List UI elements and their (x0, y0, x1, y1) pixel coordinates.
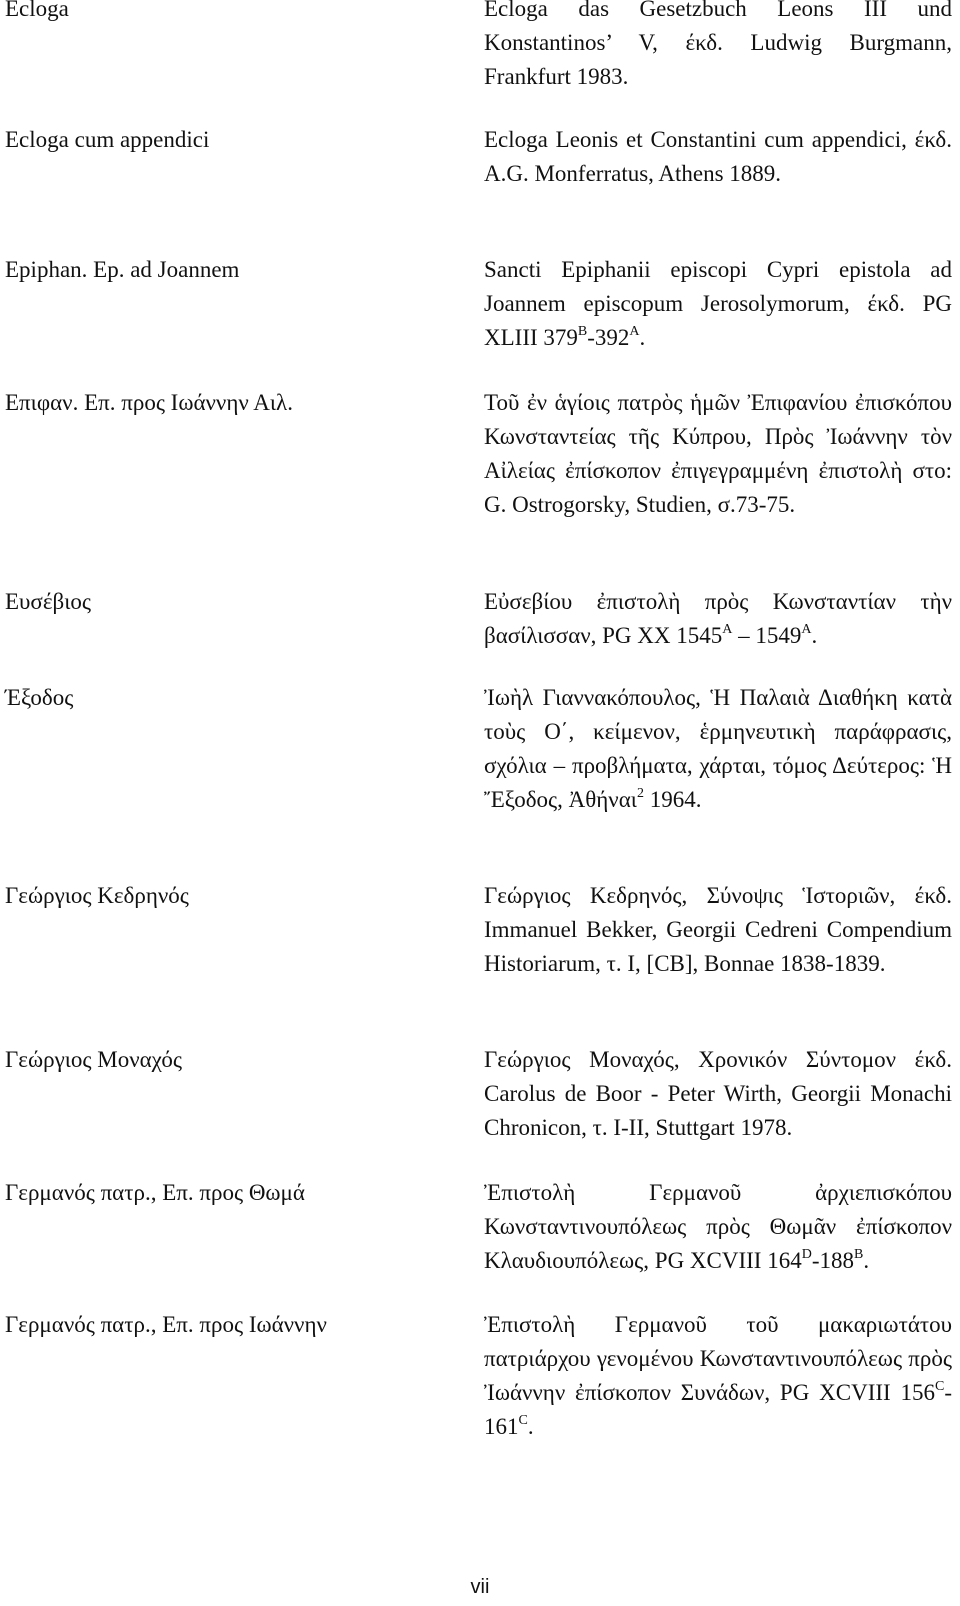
bibliographic-reference (484, 253, 952, 355)
page-number: vii (470, 1576, 490, 1598)
reference-text: -392 (587, 325, 630, 350)
bibliographic-reference (484, 1308, 952, 1444)
reference-superscript: A (629, 324, 640, 340)
bibliographic-reference: Γεώργιος Κεδρηνός, Σύνοψις Ἱστοριῶν, έκδ. Immanuel Bekker, Georgii Cedreni Compendium Historiarum, τ. I, [CB], Bonnae 1838-1839. (484, 883, 952, 976)
reference-superscript: B (854, 1247, 864, 1263)
reference-superscript: B (577, 324, 588, 340)
reference-text: . (639, 325, 646, 350)
bibliographic-reference (484, 585, 952, 653)
reference-text: . (863, 1248, 870, 1273)
reference-text: Ἐπιστολὴ Γερμανοῦ ἀρχιεπισκόπου Κωνσταντινουπόλεως πρὸς Θωμᾶν ἐπίσκοπον Κλαυδιουπόλεως, PG XCVIII 164 (484, 1180, 952, 1273)
reference-text: Εὐσεβίου ἐπιστολὴ πρὸς Κωνσταντίαν τὴν βασίλισσαν, PG XX 1545 (484, 589, 952, 648)
abbreviation: Γεώργιος Κεδρηνός (5, 883, 189, 908)
reference-superscript: C (934, 1379, 945, 1395)
reference-text: Ἐπιστολὴ Γερμανοῦ τοῦ μακαριωτάτου πατριάρχου γενομένου Κωνσταντινουπόλεως πρὸς Ἰωάννην ἐπίσκοπον Συνάδων, PG XCVIII 156 (484, 1312, 952, 1405)
reference-superscript: C (518, 1413, 528, 1429)
bibliographic-reference (484, 1176, 952, 1278)
bibliographic-reference (484, 681, 952, 817)
abbreviation: Έξοδος (5, 685, 74, 710)
reference-superscript: D (801, 1247, 812, 1263)
abbreviation: Ευσέβιος (5, 589, 91, 614)
bibliographic-reference: Τοῦ ἐν ἁγίοις πατρὸς ἡμῶν Ἐπιφανίου ἐπισκόπου Κωνσταντείας τῆς Κύπρου, Πρὸς Ἰωάννην τὸν Αἰλείας ἐπίσκοπον ἐπιγεγραμμένη ἐπιστολὴ στο: G. Ostrogorsky, Studien, σ.73-75. (484, 390, 952, 517)
bibliographic-reference: Ecloga Leonis et Constantini cum appendici, έκδ. A.G. Monferratus, Athens 1889. (484, 127, 952, 186)
abbreviation: Ecloga cum appendici (5, 127, 210, 152)
reference-text: -188 (811, 1248, 855, 1273)
abbreviation: Epiphan. Ep. ad Joannem (5, 257, 240, 282)
reference-text: . (527, 1414, 534, 1439)
reference-text: 1964. (643, 787, 702, 812)
abbreviation: Γερμανός πατρ., Επ. προς Θωμά (5, 1180, 305, 1205)
reference-superscript: 2 (636, 786, 644, 802)
abbreviation: Ecloga (5, 0, 69, 21)
bibliographic-reference: Ecloga das Gesetzbuch Leons III und Konstantinos’ V, έκδ. Ludwig Burgmann, Frankfurt 1983. (484, 0, 952, 89)
reference-text: Sancti Epiphanii episcopi Cypri epistola ad Joannem episcopum Jerosolymorum, έκδ. PG XLIII 379 (484, 257, 952, 350)
reference-text: . (811, 623, 818, 648)
abbreviation: Γερμανός πατρ., Επ. προς Ιωάννην (5, 1312, 327, 1337)
reference-superscript: A (722, 622, 733, 638)
reference-text: – 1549 (732, 623, 802, 648)
bibliographic-reference: Γεώργιος Μοναχός, Χρονικόν Σύντομον έκδ. Carolus de Boor - Peter Wirth, Georgii Monachi Chronicon, τ. I-II, Stuttgart 1978. (484, 1047, 952, 1140)
abbreviation: Επιφαν. Επ. προς Ιωάννην Αιλ. (5, 390, 293, 415)
reference-text: -161 (484, 1380, 952, 1439)
reference-superscript: A (801, 622, 812, 638)
reference-text: Ἰωὴλ Γιαννακόπουλος, Ἡ Παλαιὰ Διαθήκη κατὰ τοὺς Ο΄, κείμενον, ἑρμηνευτικὴ παράφρασις, σχόλια – προβλήματα, χάρται, τόμος Δεύτερος: Ἡ Ἔξοδος, Ἀθήναι (484, 685, 952, 812)
abbreviation: Γεώργιος Μοναχός (5, 1047, 182, 1072)
